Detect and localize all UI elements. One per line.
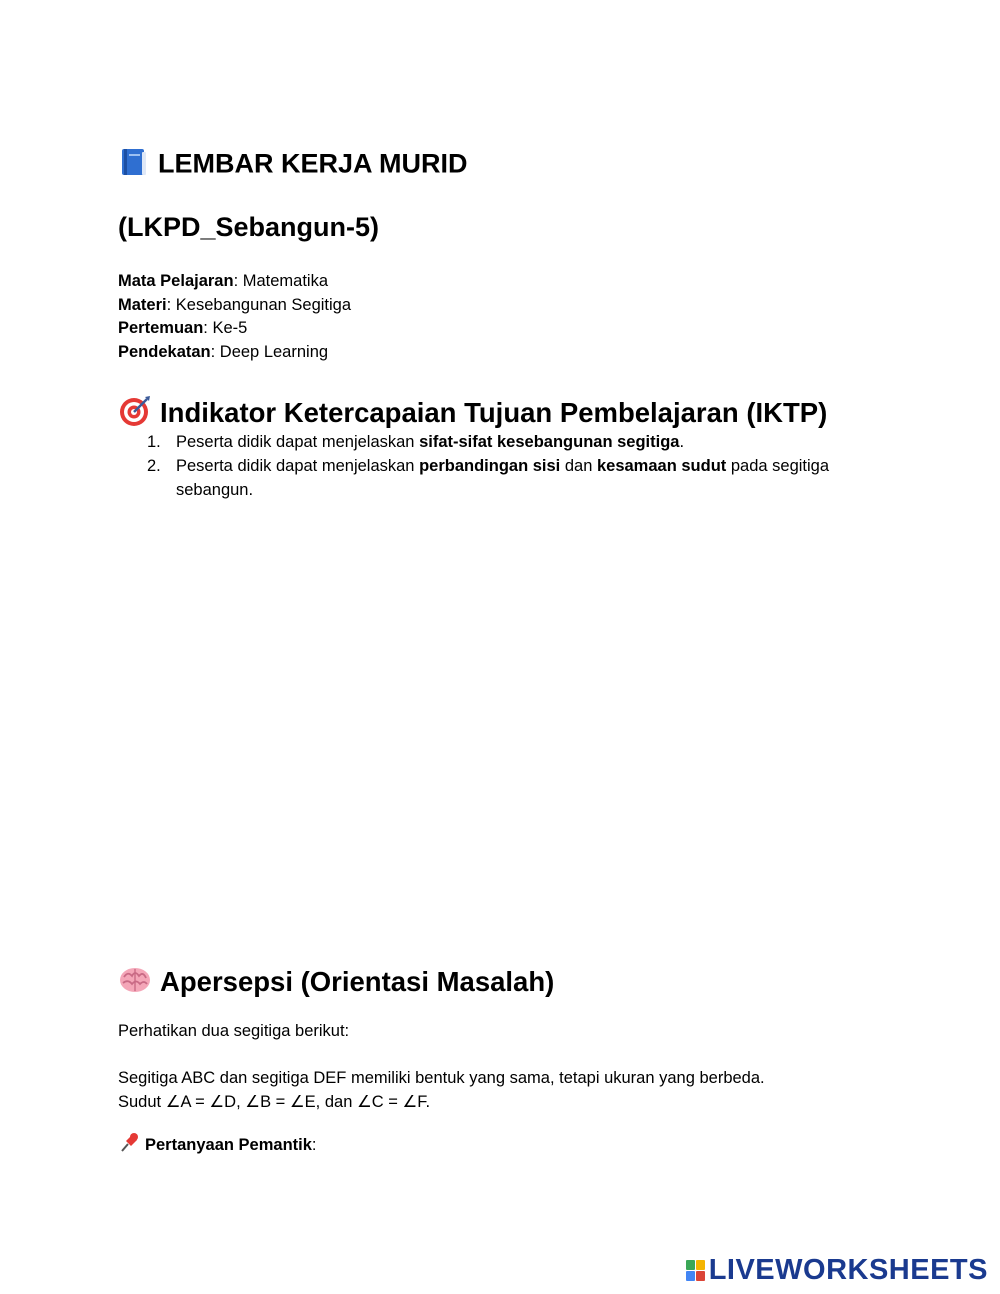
iktp-heading (118, 394, 827, 435)
iktp-heading-text: Indikator Ketercapaian Tujuan Pembelajaran (IKTP) (160, 396, 828, 428)
logo-grid-icon (686, 1260, 706, 1282)
target-icon (118, 394, 152, 435)
meta-row-material: Materi: Kesebangunan Segitiga (118, 295, 352, 314)
title-line-1: LEMBAR KERJA MURID (158, 148, 468, 179)
apersepsi-heading (118, 965, 554, 1002)
iktp-list (147, 430, 847, 502)
apersepsi-intro: Perhatikan dua segitiga berikut: (118, 1022, 350, 1040)
brain-icon (118, 965, 152, 1002)
meta-block (118, 270, 351, 364)
meta-row-meeting: Pertemuan: Ke-5 (118, 319, 248, 337)
liveworksheets-logo: LIVEWORKSHEETS (686, 1254, 988, 1284)
meta-row-approach: Pendekatan: Deep Learning (118, 342, 329, 361)
meta-row-subject: Mata Pelajaran: Matematika (118, 272, 329, 290)
worksheet-title (118, 146, 468, 185)
list-item: 2. Peserta didik dapat menjelaskan perbandingan sisi dan kesamaan sudut pada segitiga sebangun. (147, 457, 830, 499)
pushpin-icon (118, 1132, 140, 1159)
worksheet-code: (LKPD_Sebangun-5) (118, 212, 380, 242)
apersepsi-heading-text: Apersepsi (Orientasi Masalah) (160, 965, 555, 997)
list-item: 1. Peserta didik dapat menjelaskan sifat-sifat kesebangunan segitiga. (147, 433, 685, 451)
blue-book-icon (118, 146, 150, 185)
apersepsi-description: Segitiga ABC dan segitiga DEF memiliki bentuk yang sama, tetapi ukuran yang berbeda. Sudut ∠A = ∠D, ∠B = ∠E, dan ∠C = ∠F. (118, 1069, 765, 1111)
question-label: Pertanyaan Pemantik: (118, 1132, 317, 1159)
